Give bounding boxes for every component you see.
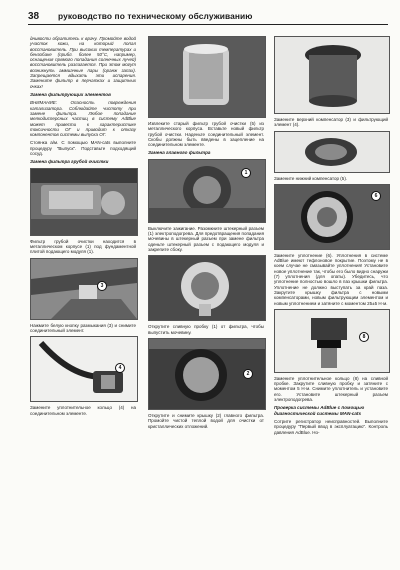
page-header xyxy=(28,10,388,25)
caption-lower-compensator: Замените нижний компенсатор (5). xyxy=(274,175,348,181)
column-right xyxy=(274,36,388,438)
photo-drain-plug xyxy=(148,255,266,321)
caption-drain-urea: Открутите сливную пробку (1) от фильтра, чтобы выпустить мочевину. xyxy=(148,324,264,335)
caption-coarse-filter-location: Фильтр грубой очистки находится в металлическом корпусе (1) под фундаментной плитой подающего модуля (1). xyxy=(30,238,136,255)
intro-paragraph: днивости обратитесь к врачу. Промойте водой участок кожи, на который попал восстановитель. При высоких температурах и бензобаке (прибл. более 50°C, например, оснащения прямого попадания солнечных лучей) восстановитель разлагается. При этом могут возникнуть аммиачные пары (оранж запах). Запрещается вдыхать эти испарения. Замените фильтр в перчатках и защитных очках! xyxy=(30,36,136,89)
stop-paragraph: Стоянка а/м. С помощью MAN-cats выполните процедуру "Выпуск". Подставьте подходящий сосуд. xyxy=(30,140,136,157)
running-title: руководство по техническому обслуживанию xyxy=(58,11,253,21)
check-paragraph: Сотрите регистратор неисправностей. Выполните процедуру "Первый ввод в эксплуатацию". Контроль давления AdBlue. Но- xyxy=(274,419,388,435)
section-heading-main-filter: Замена главного фильтра xyxy=(148,150,211,156)
column-left xyxy=(30,36,136,419)
photo-release-button xyxy=(30,258,138,320)
photo-lower-compensator xyxy=(274,131,390,173)
caption-insert-new-filter: Извлеките старый фильтр грубой очистки (5) из металлического корпуса. Вставьте новый фильтр грубой очистки. Наденьте соединительный элемент. Скобы должны быть введены в зацепление на соединительном элементе. xyxy=(148,121,264,148)
caption-replace-oring: Замените уплотнительное кольцо (4) на соединительном элементе. xyxy=(30,405,136,416)
page-number: 38 xyxy=(28,10,40,22)
callout-badge: 4 xyxy=(115,363,125,373)
callout-badge: 6 xyxy=(371,191,381,201)
callout-badge: 1 xyxy=(241,168,251,178)
caption-remove-cover: Открутите и снимите крышку (2) главного фильтра. Промойте чистой теплой водой для очистки от кристаллических отложений. xyxy=(148,412,264,429)
column-middle xyxy=(148,36,264,432)
section-heading-replace-filters: Замена фильтрующих элементов xyxy=(30,91,111,97)
section-heading-coarse-filter: Замена фильтра грубой очистки xyxy=(30,159,109,165)
photo-disconnect-connector xyxy=(148,159,266,223)
caption-replace-drain-oring: Замените уплотнительное кольцо (8) на сливной пробке. Закрутите сливную пробку и затяните с моментом 5 Н·м. Снимите уплотнитель и установите его. Установите штекерный разъем электроподогрева. xyxy=(274,375,388,403)
callout-badge: 3 xyxy=(97,281,107,291)
photo-drain-plug-oring xyxy=(274,309,390,373)
photo-connector-seal xyxy=(30,336,138,402)
photo-remove-coarse-filter xyxy=(148,36,266,118)
photo-upper-compensator xyxy=(274,36,390,114)
warning-paragraph: ВНИМАНИЕ: Опасность повреждения катализатора. Соблюдайте чистоту при замене фильтра. Любое попадание мелкодисперсных частиц в систему AdBlue может привести к характеристике токсичности ОГ и приводит к отказу компонентов системы выпуска ОГ. xyxy=(30,100,136,138)
photo-filter-cover xyxy=(148,338,266,410)
caption-release-button: Нажмите белую кнопку размыкания (3) и снимите соединительный элемент. xyxy=(30,322,136,333)
callout-badge: 2 xyxy=(243,369,253,379)
section-heading-adblue-check: Проверка системы AdBlue с помощью диагностической системы MAN-cats xyxy=(274,405,365,416)
callout-badge: 8 xyxy=(359,332,369,342)
photo-coarse-filter-housing xyxy=(30,168,138,236)
photo-seal-groove xyxy=(274,184,390,250)
caption-replace-seal: Замените уплотнение (6). Уплотнения в системе AdBlue имеют тефлоновое покрытие. Поэтому не в коем случае не смазывайте уплотнения! Установите новое уплотнение так, чтобы его было видно снаружи (7) уплотнения (для опаты). Убедитесь, что уплотнение полностью вошло в паз крышки фильтра. Уплотнение не должно выступать за край паза. Закрутите крышку фильтра с новыми компенсаторами, новым фильтрующим элементом и новым уплотнением и затяните с моментом 25±5 Н·м. xyxy=(274,252,388,306)
caption-upper-compensator: Замените верхний компенсатор (3) и фильтрующий элемент (4). xyxy=(274,117,388,128)
caption-disconnect-heating: Выключите зажигание. Разомкните штекерный разъем (1) электроподогрева. Для предотвращения попадания мочевины в штекерный разъем при замене фильтра оденьте штекерный разъем с подающего модуля и закрепите сбоку. xyxy=(148,225,264,253)
